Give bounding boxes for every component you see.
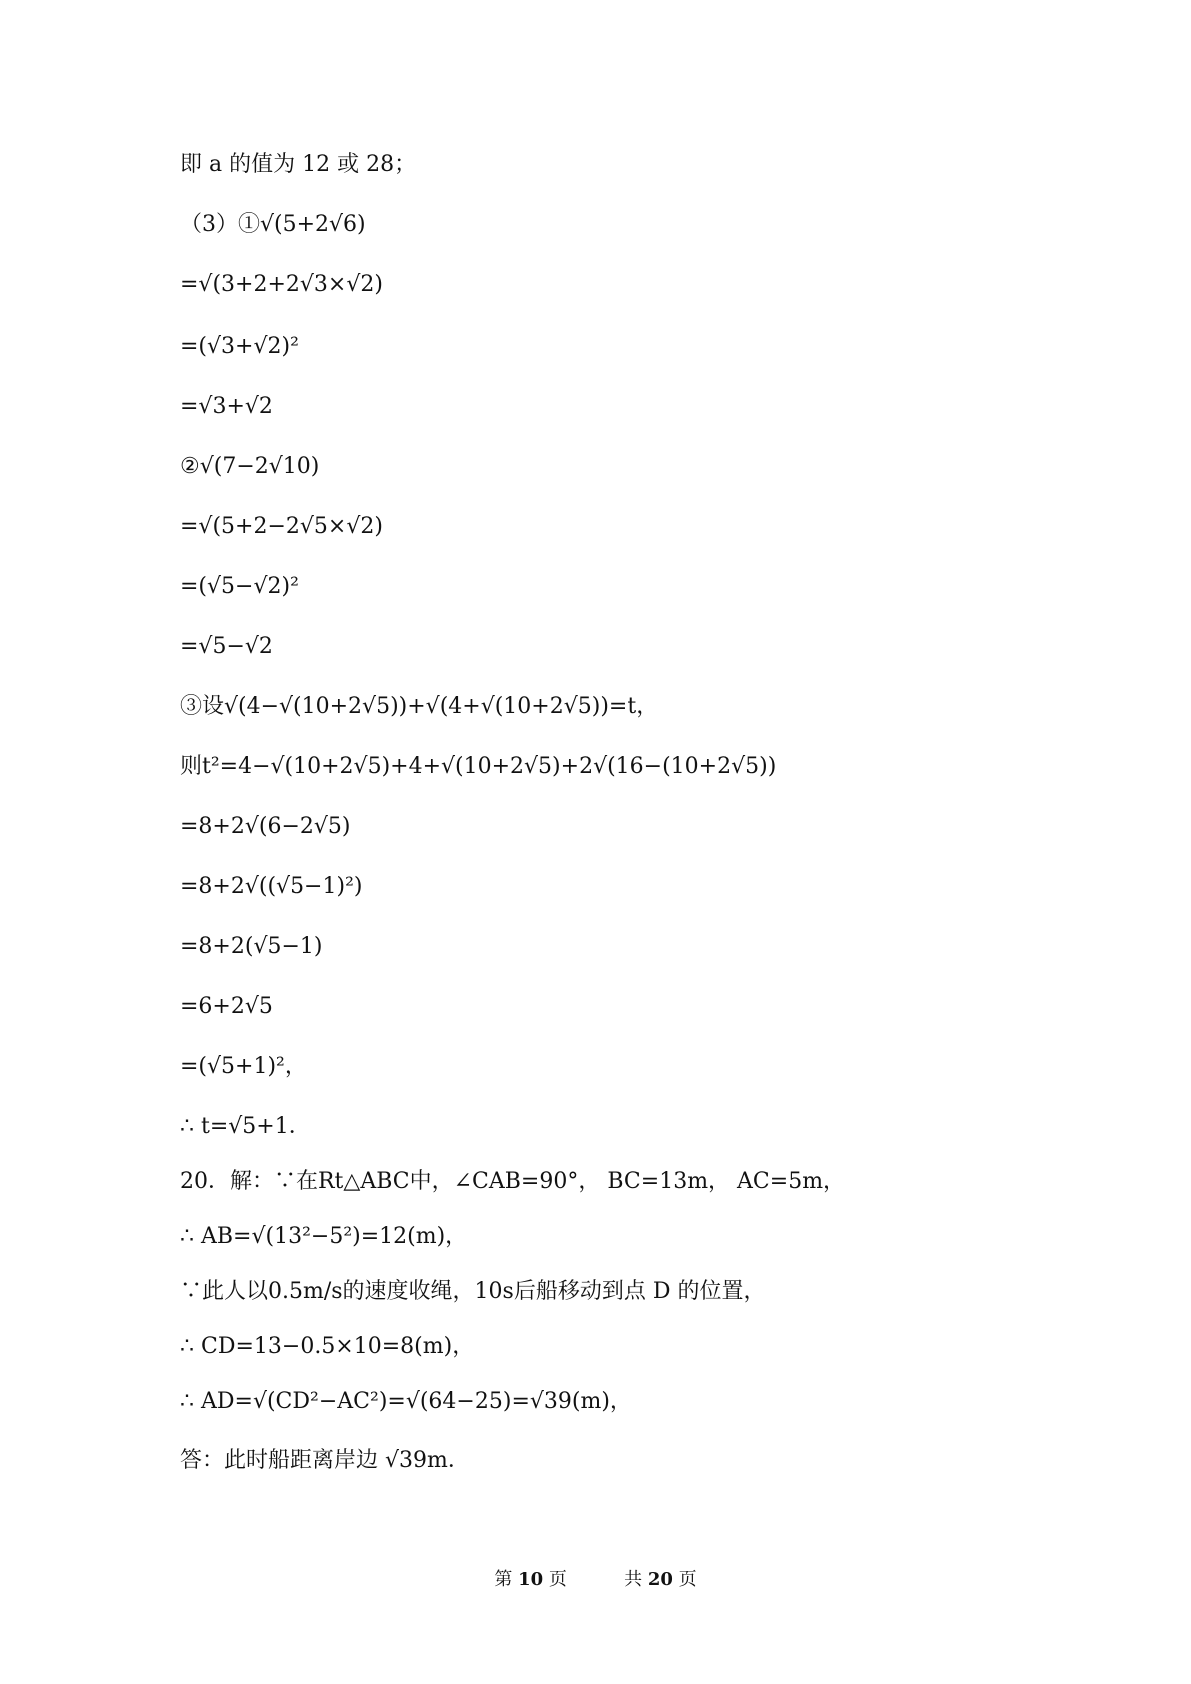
part-3-step-3-simplify-2: =8+2√((√5−1)²) <box>180 874 363 899</box>
answer-text-line-1: 即 a 的值为 12 或 28； <box>180 152 417 177</box>
question-20-ab-calc: ∴ AB=√(13²−5²)=12(m)， <box>180 1224 468 1249</box>
page-number: 10 <box>518 1569 544 1590</box>
part-3-step-3-conclusion: ∴ t=√5+1． <box>180 1114 311 1139</box>
question-20-heading: 20．解：∵在Rt△ABC中，∠CAB=90°， BC=13m， AC=5m， <box>180 1169 846 1194</box>
question-20-condition: ∵此人以0.5m/s的速度收绳，10s后船移动到点 D 的位置， <box>180 1279 766 1304</box>
part-3-step-2-rewrite: =√(5+2−2√5×√2) <box>180 514 383 539</box>
part-3-step-1-square: =(√3+√2)² <box>180 334 299 359</box>
part-3-step-3-setup: ③设√(4−√(10+2√5))+√(4+√(10+2√5))=t， <box>180 694 659 719</box>
part-3-step-3-simplify-3: =8+2(√5−1) <box>180 934 323 959</box>
question-20-ad-calc: ∴ AD=√(CD²−AC²)=√(64−25)=√39(m)， <box>180 1389 632 1414</box>
part-3-step-2-expression: ②√(7−2√10) <box>180 454 320 479</box>
part-3-step-3-simplify-5: =(√5+1)²， <box>180 1054 307 1079</box>
question-20-cd-calc: ∴ CD=13−0.5×10=8(m)， <box>180 1334 475 1359</box>
page-prefix: 第 <box>494 1569 513 1590</box>
page-footer <box>0 1568 1191 1592</box>
part-3-step-1-expression: （3）①√(5+2√6) <box>180 212 366 237</box>
total-prefix: 共 <box>624 1569 643 1590</box>
total-suffix: 页 <box>678 1569 697 1590</box>
part-3-step-2-result: =√5−√2 <box>180 634 273 659</box>
part-3-step-1-result: =√3+√2 <box>180 394 273 419</box>
part-3-step-1-rewrite: =√(3+2+2√3×√2) <box>180 272 383 297</box>
part-3-step-3-simplify-1: =8+2√(6−2√5) <box>180 814 351 839</box>
part-3-step-2-square: =(√5−√2)² <box>180 574 299 599</box>
total-pages: 20 <box>647 1569 673 1590</box>
part-3-step-3-simplify-4: =6+2√5 <box>180 994 273 1019</box>
part-3-step-3-t-squared: 则t²=4−√(10+2√5)+4+√(10+2√5)+2√(16−(10+2√5)) <box>180 754 777 779</box>
page-suffix: 页 <box>548 1569 567 1590</box>
question-20-answer: 答：此时船距离岸边 √39m． <box>180 1448 470 1473</box>
